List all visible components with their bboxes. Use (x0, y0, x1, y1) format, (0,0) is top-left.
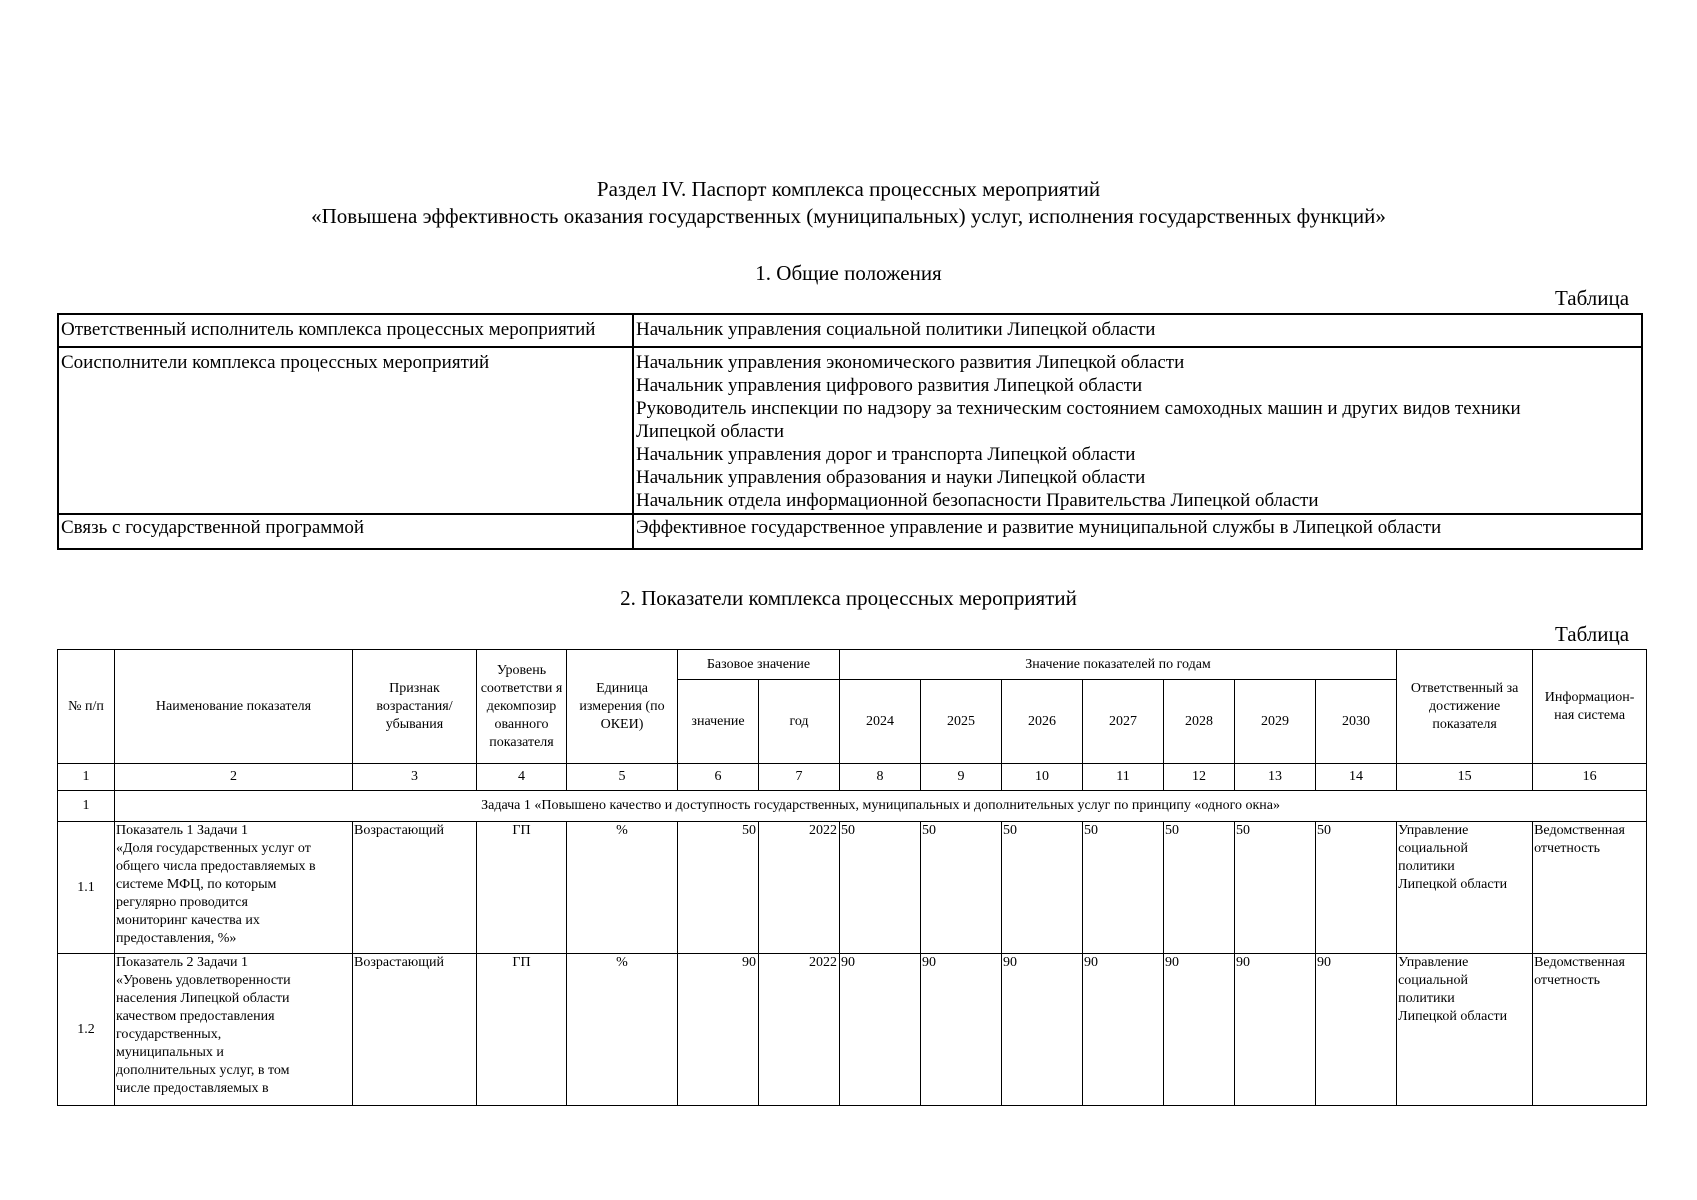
name-line: общего числа предоставляемых в (116, 859, 316, 874)
name-line: «Уровень удовлетворенности (116, 973, 291, 988)
general-provisions-table (57, 313, 1643, 550)
year-value: 90 (1164, 954, 1235, 1106)
responsible-line: социальной (1398, 841, 1468, 856)
year-value: 50 (1083, 822, 1164, 954)
header-responsible: Ответственный за достижение показателя (1397, 650, 1533, 764)
responsible-line: политики (1398, 991, 1455, 1006)
name-line: качеством предоставления (116, 1009, 275, 1024)
base-value: 50 (678, 822, 759, 954)
column-number: 7 (759, 764, 840, 791)
column-number: 10 (1002, 764, 1083, 791)
header-sign: Признак возрастания/ убывания (353, 650, 477, 764)
column-number: 9 (921, 764, 1002, 791)
name-line: Показатель 1 Задачи 1 (116, 823, 249, 838)
year-value: 50 (1164, 822, 1235, 954)
value-line: Начальник отдела информационной безопасности Правительства Липецкой области (636, 490, 1319, 511)
value-line: Липецкой области (636, 421, 785, 442)
column-number: 14 (1316, 764, 1397, 791)
year-value: 50 (1316, 822, 1397, 954)
column-number: 5 (567, 764, 678, 791)
column-number: 1 (58, 764, 115, 791)
year-value: 90 (921, 954, 1002, 1106)
indicators-table (57, 649, 1647, 1106)
table-row (58, 347, 1642, 514)
responsible-line: социальной (1398, 973, 1468, 988)
year-value: 50 (840, 822, 921, 954)
column-number: 6 (678, 764, 759, 791)
section1-heading: 1. Общие положения (755, 261, 942, 285)
table-row (58, 314, 1642, 347)
indicator-level: ГП (477, 954, 567, 1106)
row-num: 1.2 (58, 954, 115, 1106)
name-line: регулярно проводится (116, 895, 248, 910)
year-value: 90 (1316, 954, 1397, 1106)
value-line: Начальник управления дорог и транспорта Липецкой области (636, 444, 1136, 465)
row-label: Ответственный исполнитель комплекса процессных мероприятий (58, 314, 633, 347)
table-row (58, 954, 1647, 1106)
indicator-sign: Возрастающий (353, 954, 477, 1106)
responsible-line: Липецкой области (1398, 1009, 1508, 1024)
indicator-sign: Возрастающий (353, 822, 477, 954)
column-number: 15 (1397, 764, 1533, 791)
responsible (1397, 954, 1533, 1106)
base-year: 2022 (759, 954, 840, 1106)
header-base-year: год (759, 680, 840, 764)
year-value: 90 (1083, 954, 1164, 1106)
indicator-name (115, 822, 353, 954)
year-value: 50 (921, 822, 1002, 954)
row-value (633, 314, 1642, 347)
year-value: 50 (1235, 822, 1316, 954)
column-number: 4 (477, 764, 567, 791)
row-label: Соисполнители комплекса процессных мероприятий (58, 347, 633, 514)
base-year: 2022 (759, 822, 840, 954)
year-value: 90 (1002, 954, 1083, 1106)
responsible-line: политики (1398, 859, 1455, 874)
header-year: 2025 (921, 680, 1002, 764)
name-line: муниципальных и (116, 1045, 224, 1060)
header-unit: Единица измерения (по ОКЕИ) (567, 650, 678, 764)
row-label: Связь с государственной программой (58, 514, 633, 549)
header-name: Наименование показателя (115, 650, 353, 764)
header-year: 2026 (1002, 680, 1083, 764)
header-base: Базовое значение (678, 650, 840, 680)
column-number: 8 (840, 764, 921, 791)
row-num: 1.1 (58, 822, 115, 954)
header-year: 2029 (1235, 680, 1316, 764)
value-line: Эффективное государственное управление и развитие муниципальной службы в Липецкой области (636, 517, 1442, 538)
value-line: Руководитель инспекции по надзору за техническим состоянием самоходных машин и других видов техники (636, 398, 1521, 419)
table-row (58, 822, 1647, 954)
indicator-unit: % (567, 954, 678, 1106)
responsible-line: Липецкой области (1398, 877, 1508, 892)
base-value: 90 (678, 954, 759, 1106)
info-line: Ведомственная (1534, 823, 1625, 838)
header-row (58, 650, 1647, 680)
indicator-name (115, 954, 353, 1106)
task-row (58, 791, 1647, 822)
table-row (58, 514, 1642, 549)
info-system (1533, 822, 1647, 954)
header-year: 2027 (1083, 680, 1164, 764)
name-line: государственных, (116, 1027, 222, 1042)
year-value: 50 (1002, 822, 1083, 954)
value-line: Начальник управления образования и науки Липецкой области (636, 467, 1146, 488)
table2-caption: Таблица (1555, 622, 1630, 646)
header-num: № п/п (58, 650, 115, 764)
indicator-unit: % (567, 822, 678, 954)
column-number: 16 (1533, 764, 1647, 791)
responsible (1397, 822, 1533, 954)
year-value: 90 (1235, 954, 1316, 1106)
responsible-line: Управление (1398, 955, 1469, 970)
value-line: Начальник управления экономического развития Липецкой области (636, 352, 1185, 373)
header-year: 2024 (840, 680, 921, 764)
name-line: числе предоставляемых в (116, 1081, 269, 1096)
value-line: Начальник управления социальной политики Липецкой области (636, 319, 1156, 340)
name-line: Показатель 2 Задачи 1 (116, 955, 249, 970)
info-line: отчетность (1534, 973, 1600, 988)
task-title: Задача 1 «Повышено качество и доступность государственных, муниципальных и дополнительных услуг по принципу «одного окна» (115, 791, 1647, 822)
info-system (1533, 954, 1647, 1106)
info-line: отчетность (1534, 841, 1600, 856)
column-number: 3 (353, 764, 477, 791)
name-line: мониторинг качества их (116, 913, 260, 928)
section-title: Раздел IV. Паспорт комплекса процессных мероприятий (596, 177, 1101, 201)
header-years-group: Значение показателей по годам (840, 650, 1397, 680)
header-year: 2030 (1316, 680, 1397, 764)
row-value (633, 514, 1642, 549)
name-line: системе МФЦ, по которым (116, 877, 277, 892)
column-number: 12 (1164, 764, 1235, 791)
column-number: 13 (1235, 764, 1316, 791)
name-line: дополнительных услуг, в том (116, 1063, 290, 1078)
section2-heading: 2. Показатели комплекса процессных мероприятий (620, 586, 1077, 610)
row-value (633, 347, 1642, 514)
name-line: предоставления, %» (116, 931, 237, 946)
indicator-level: ГП (477, 822, 567, 954)
name-line: «Доля государственных услуг от (116, 841, 311, 856)
responsible-line: Управление (1398, 823, 1469, 838)
table1-caption: Таблица (1555, 286, 1630, 310)
header-base-value: значение (678, 680, 759, 764)
header-level: Уровень соответстви я декомпозир ованного показателя (477, 650, 567, 764)
info-line: Ведомственная (1534, 955, 1625, 970)
column-number-row (58, 764, 1647, 791)
task-num: 1 (58, 791, 115, 822)
header-year: 2028 (1164, 680, 1235, 764)
header-info-system: Информацион-ная система (1533, 650, 1647, 764)
value-line: Начальник управления цифрового развития Липецкой области (636, 375, 1143, 396)
name-line: населения Липецкой области (116, 991, 290, 1006)
year-value: 90 (840, 954, 921, 1106)
column-number: 2 (115, 764, 353, 791)
column-number: 11 (1083, 764, 1164, 791)
passport-subtitle: «Повышена эффективность оказания государственных (муниципальных) услуг, исполнения государственных функций» (311, 204, 1386, 228)
